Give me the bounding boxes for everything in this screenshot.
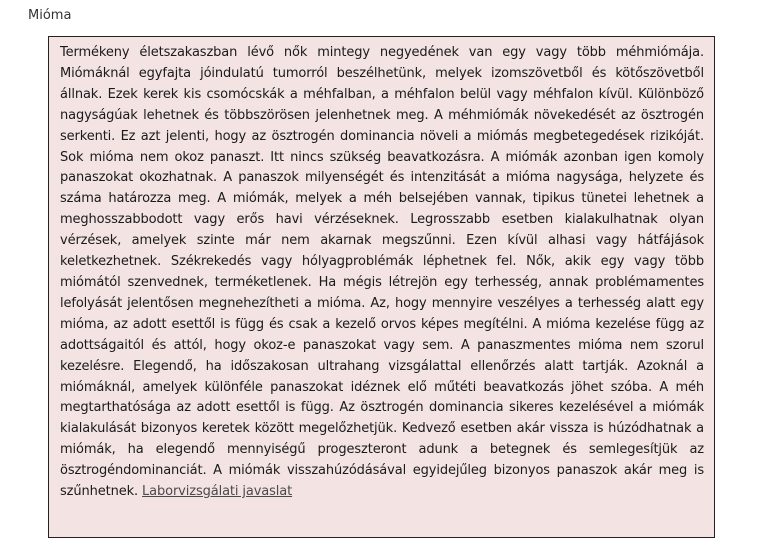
article-text (60, 43, 704, 503)
article-body: Termékeny életszakaszban lévő nők mintegy negyedének van egy vagy több méhmiómája. Miómáknál egyfajta jóindulatú tumorról beszélhetünk, melyek izomszövetből és kötőszövetből állnak. Ezek kerek kis csomócskák a méhfalban, a méhfalon belül vagy méhfalon kívül. Különböző nagyságúak lehetnek és többszörösen jelenhetnek meg. A méhmiómák növekedését az ösztrogén serkenti. Ez azt jelenti, hogy az ösztrogén dominancia növeli a miómás megbetegedések rizikóját. Sok mióma nem okoz panaszt. Itt nincs szükség beavatkozásra. A miómák azonban igen komoly panaszokat okozhatnak. A panaszok milyenségét és intenzitását a mióma nagysága, helyzete és száma határozza meg. A miómák, melyek a méh belsejében vannak, tipikus tünetei lehetnek a meghosszabbodott vagy erős havi vérzéseknek. Legrosszabb esetben kialakulhatnak olyan vérzések, amelyek szinte már nem akarnak megszűnni. Ezen kívül alhasi vagy hátfájások keletkezhetnek. Székrekedés vagy hólyagproblémák léphetnek fel. Nők, akik egy vagy több miómától szenvednek, terméketlenek. Ha mégis létrejön egy terhesség, annak problémamentes lefolyását jelentősen megnehezítheti a mióma. Az, hogy mennyire veszélyes a terhesség alatt egy mióma, az adott esettől is függ és csak a kezelő orvos képes megítélni. A mióma kezelése függ az adottságaitól és attól, hogy okoz-e panaszokat vagy sem. A panaszmentes mióma nem szorul kezelésre. Elegendő, ha időszakosan ultrahang vizsgálattal ellenőrzés alatt tartják. Azoknál a miómáknál, amelyek különféle panaszokat idéznek elő műtéti beavatkozás jöhet szóba. A méh megtarthatósága az adott esettől is függ. Az ösztrogén dominancia sikeres kezelésével a miómák kialakulását bizonyos keretek között megelőzhetjük. Kedvező esetben akár vissza is húzódhatnak a miómák, ha elegendő mennyiségű progeszteront adunk a betegnek és semlegesítjük az ösztrogéndominanciát. A miómák visszahúzódásával egyidejűleg bizonyos panaszok akár meg is szűnhetnek. (60, 45, 704, 500)
article-box (48, 36, 715, 538)
lab-test-recommendation-link[interactable]: Laborvizsgálati javaslat (142, 484, 293, 500)
page-title: Mióma (28, 8, 72, 23)
